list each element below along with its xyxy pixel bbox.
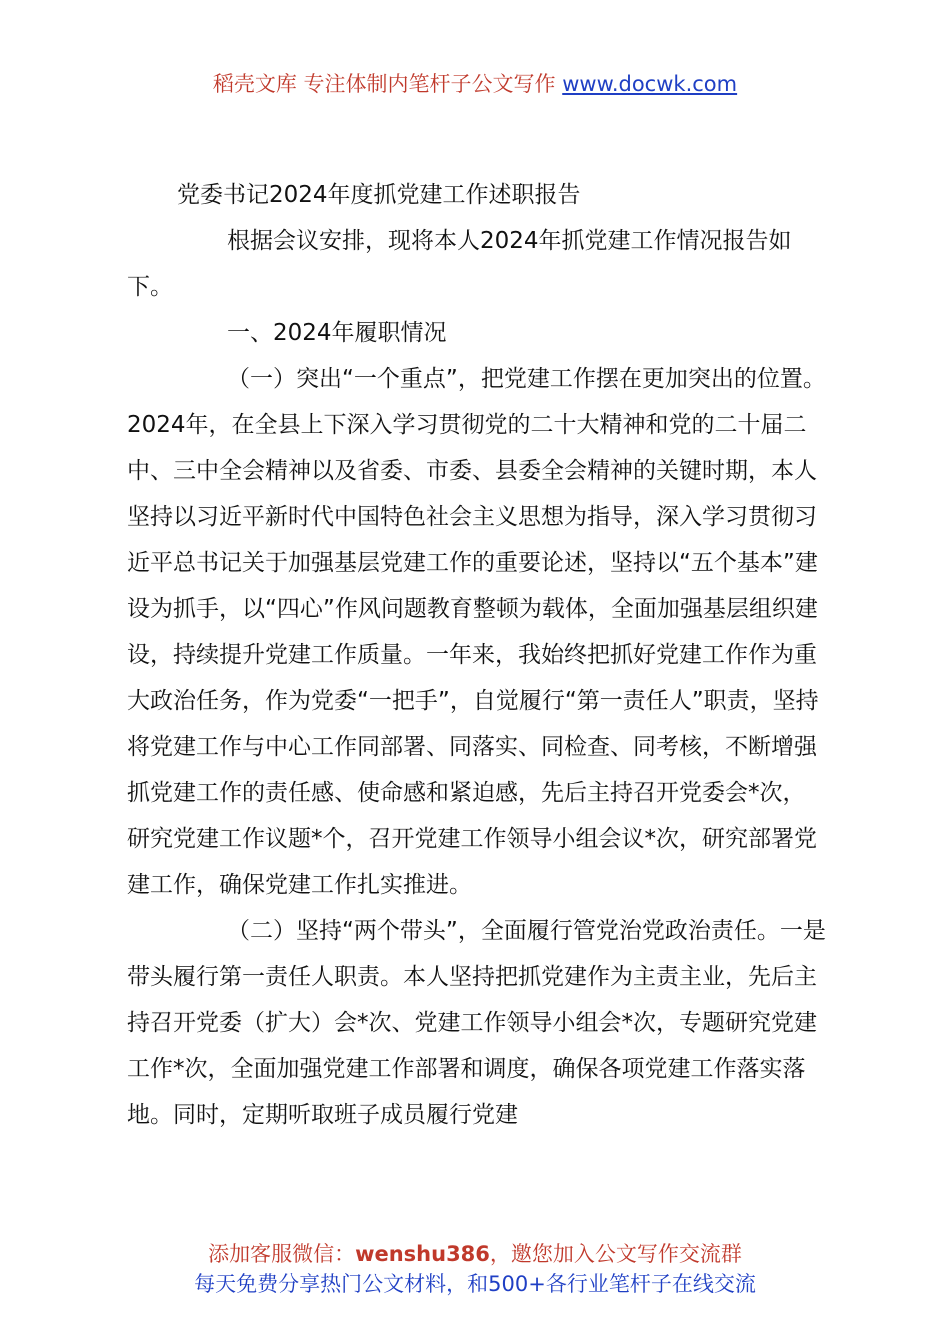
footer-line-promo: 每天免费分享热门公文材料，和500+各行业笔杆子在线交流 [194, 1272, 756, 1296]
paragraph-section-1-2: （二）坚持“两个带头”，全面履行管党治党政治责任。一是带头履行第一责任人职责。本人坚持把抓党建作为主责主业，先后主持召开党委（扩大）会*次、党建工作领导小组会*次，专题研究党建工作*次，全面加强党建工作部署和调度，确保各项党建工作落实落地。同时，定期听取班子成员履行党建 [127, 918, 826, 1128]
document-body [127, 172, 827, 1138]
section-heading-1: 一、2024年履职情况 [227, 320, 447, 346]
paragraph-intro: 根据会议安排，现将本人2024年抓党建工作情况报告如下。 [127, 228, 792, 300]
document-title: 党委书记2024年度抓党建工作述职报告 [177, 182, 581, 208]
paragraph-section-1-1: （一）突出“一个重点”，把党建工作摆在更加突出的位置。2024年，在全县上下深入学习贯彻党的二十大精神和党的二十届二中、三中全会精神以及省委、市委、县委全会精神的关键时期，本人坚持以习近平新时代中国特色社会主义思想为指导，深入学习贯彻习近平总书记关于加强基层党建工作的重要论述，坚持以“五个基本”建设为抓手，以“四心”作风问题教育整顿为载体，全面加强基层组织建设，持续提升党建工作质量。一年来，我始终把抓好党建工作作为重大政治任务，作为党委“一把手”，自觉履行“第一责任人”职责，坚持将党建工作与中心工作同部署、同落实、同检查、同考核，不断增强抓党建工作的责任感、使命感和紧迫感，先后主持召开党委会*次，研究党建工作议题*个，召开党建工作领导小组会议*次，研究部署党建工作，确保党建工作扎实推进。 [127, 366, 826, 898]
footer-wechat-id: wenshu386 [355, 1242, 490, 1266]
footer-line-wechat [0, 1239, 950, 1269]
header-website-link[interactable]: www.docwk.com [562, 72, 738, 96]
footer-wechat-suffix: ，邀您加入公文写作交流群 [489, 1242, 742, 1266]
promo-footer [0, 1239, 950, 1299]
header-brand-text: 稻壳文库 专注体制内笔杆子公文写作 [212, 72, 563, 96]
watermark-header [0, 66, 950, 102]
footer-wechat-prefix: 添加客服微信： [208, 1242, 356, 1266]
